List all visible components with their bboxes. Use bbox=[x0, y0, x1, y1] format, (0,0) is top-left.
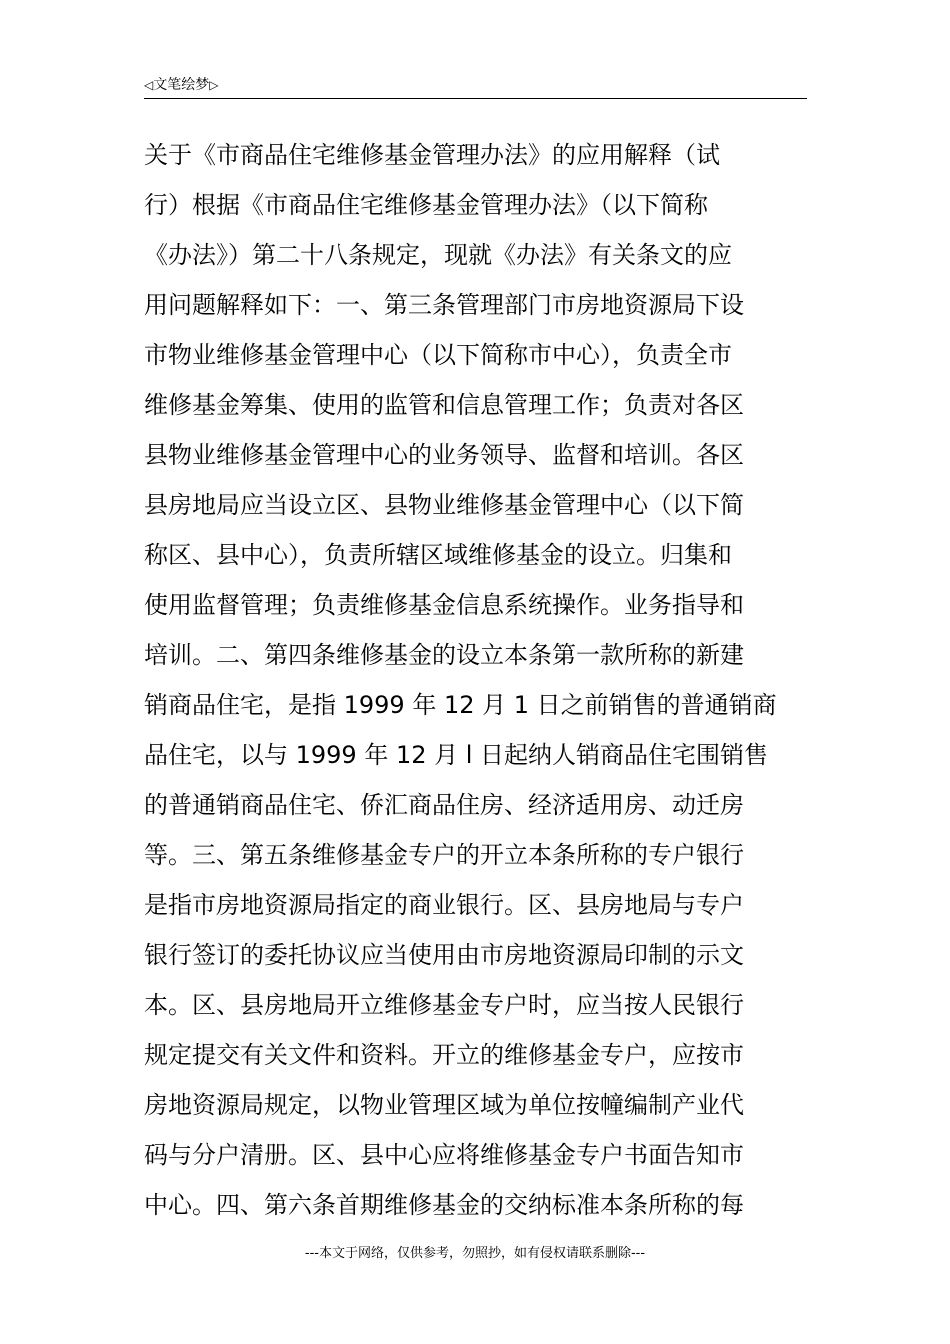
header-title: 文笔绘梦 bbox=[153, 77, 210, 93]
body-line: 县房地局应当设立区、县物业维修基金管理中心（以下简 bbox=[144, 491, 744, 519]
body-line: 银行签订的委托协议应当使用由市房地资源局印制的示文 bbox=[144, 941, 744, 969]
body-line: 称区、县中心），负责所辖区域维修基金的设立。归集和 bbox=[144, 541, 732, 569]
body-line: 房地资源局规定，以物业管理区域为单位按幢编制产业代 bbox=[144, 1091, 744, 1119]
body-line: 县物业维修基金管理中心的业务领导、监督和培训。各区 bbox=[144, 441, 744, 469]
body-line: 码与分户清册。区、县中心应将维修基金专户书面告知市 bbox=[144, 1141, 744, 1169]
body-line: 市物业维修基金管理中心（以下简称市中心），负责全市 bbox=[144, 341, 732, 369]
body-line: 品住宅，以与 1999 年 12 月 l 日起纳人销商品住宅围销售 bbox=[144, 741, 769, 769]
body-line: 本。区、县房地局开立维修基金专户时，应当按人民银行 bbox=[144, 991, 744, 1019]
body-line: 使用监督管理；负责维修基金信息系统操作。业务指导和 bbox=[144, 591, 744, 619]
body-line: 维修基金筹集、使用的监管和信息管理工作；负责对各区 bbox=[144, 391, 744, 419]
document-body bbox=[144, 130, 810, 1230]
right-triangle-icon: ▷ bbox=[209, 78, 219, 92]
body-line: 用问题解释如下：一、第三条管理部门市房地资源局下设 bbox=[144, 291, 744, 319]
body-line: 是指市房地资源局指定的商业银行。区、县房地局与专户 bbox=[144, 891, 744, 919]
body-line: 的普通销商品住宅、侨汇商品住房、经济适用房、动迁房 bbox=[144, 791, 744, 819]
body-line: 培训。二、第四条维修基金的设立本条第一款所称的新建 bbox=[144, 641, 744, 669]
body-line: 等。三、第五条维修基金专户的开立本条所称的专户银行 bbox=[144, 841, 744, 869]
body-line: 销商品住宅，是指 1999 年 12 月 1 日之前销售的普通销商 bbox=[144, 691, 777, 719]
body-line: 行）根据《市商品住宅维修基金管理办法》（以下简称 bbox=[144, 191, 708, 219]
body-line: 关于《市商品住宅维修基金管理办法》的应用解释（试 bbox=[144, 141, 720, 169]
left-triangle-icon: ◁ bbox=[144, 78, 154, 92]
page-header bbox=[144, 74, 807, 99]
body-line: 规定提交有关文件和资料。开立的维修基金专户，应按市 bbox=[144, 1041, 744, 1069]
body-line: 中心。四、第六条首期维修基金的交纳标准本条所称的每 bbox=[144, 1191, 744, 1219]
header-title-row bbox=[144, 76, 218, 94]
body-line: 《办法》）第二十八条规定，现就《办法》有关条文的应 bbox=[144, 241, 732, 269]
page-footer: ---本文于网络，仅供参考，勿照抄，如有侵权请联系删除--- bbox=[304, 1246, 646, 1261]
